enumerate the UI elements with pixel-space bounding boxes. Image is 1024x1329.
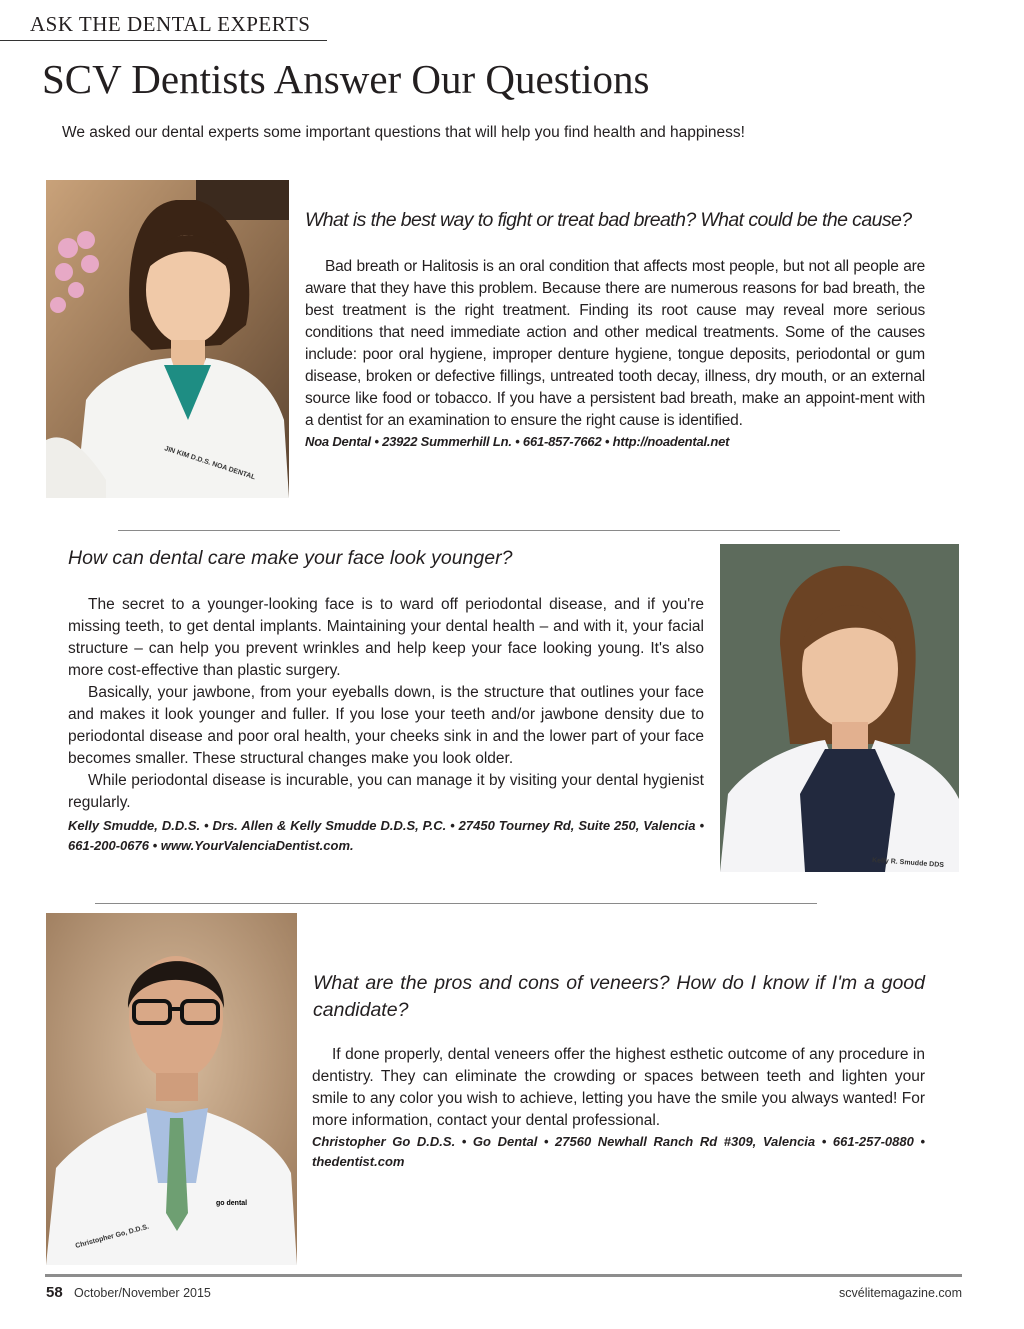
- coat-label: Christopher Go, D.D.S.: [74, 1223, 150, 1250]
- answer-2-paragraph: While periodontal disease is incurable, you can manage it by visiting your dental hygienist regularly.: [68, 772, 704, 811]
- answer-2-paragraph: The secret to a younger-looking face is to ward off periodontal disease, and if you're missing teeth, to get dental implants. Maintaining your dental health – and with it, your facial structure – can help you prevent wrinkles and help keep your face looking young. It's also more cost-effective than plastic surgery.: [68, 596, 704, 679]
- question-3: What are the pros and cons of veneers? How do I know if I'm a good candidate?: [313, 972, 925, 1021]
- logo-text: go dental: [216, 1200, 248, 1207]
- answer-2-paragraph: Basically, your jawbone, from your eyeballs down, is the structure that outlines your face and makes it look younger and fuller. If you lose your teeth and/or jawbone density due to periodontal disease and poor oral health, your cheeks sink in and the lower part of your face becomes smaller. These structural changes make you look older.: [68, 684, 704, 767]
- site-url: scvélitemagazine.com: [839, 1286, 962, 1300]
- question-2: How can dental care make your face look younger?: [68, 547, 513, 569]
- section-label: ASK THE DENTAL EXPERTS: [30, 12, 311, 36]
- dentist-photo-jin-kim: [46, 180, 289, 498]
- answer-1: [305, 256, 925, 452]
- section-divider: [118, 530, 840, 531]
- answer-1-paragraph: Bad breath or Halitosis is an oral condition that affects most people, but not all people are aware that they have this problem. Because there are numerous reasons for bad breath, the best treatment is the right treatment. Finding its root cause may reveal more serious conditions that need immediate action and other medical treatments. Some of the causes include: poor oral hygiene, improper denture hygiene, tongue deposits, periodontal or gum disease, broken or defective fillings, untreated tooth decay, illness, dry mouth, or an external source like food or tobacco. If you have a persistent bad breath, make an appoint-ment with a dentist for an examination to ensure the right cause is identified.: [305, 258, 925, 429]
- coat-label: Kelly R. Smudde DDS: [871, 857, 945, 870]
- answer-3-paragraph: If done properly, dental veneers offer the highest esthetic outcome of any procedure in dentistry. They can eliminate the crowding or spaces between teeth and lighten your smile to any color you wish to achieve, letting you have the smile you always wanted! For more information, contact your dental professional.: [312, 1046, 925, 1129]
- dentist-photo-christopher-go: [46, 913, 297, 1265]
- contact-3: Christopher Go D.D.S. • Go Dental • 27560 Newhall Ranch Rd #309, Valencia • 661-257-0880 • thedentist.com: [312, 1134, 925, 1169]
- answer-2: [68, 594, 704, 856]
- dentist-photo-kelly-smudde: [720, 544, 959, 872]
- intro-text: We asked our dental experts some important questions that will help you find health and happiness!: [62, 124, 745, 141]
- footer-rule: [45, 1274, 962, 1277]
- contact-1: Noa Dental • 23922 Summerhill Ln. • 661-857-7662 • http://noadental.net: [305, 434, 730, 449]
- question-1: What is the best way to fight or treat bad breath? What could be the cause?: [305, 209, 912, 231]
- section-divider: [95, 903, 817, 904]
- contact-2: Kelly Smudde, D.D.S. • Drs. Allen & Kelly Smudde D.D.S, P.C. • 27450 Tourney Rd, Suite 250, Valencia • 661-200-0676 • www.YourValenciaDentist.com.: [68, 818, 704, 853]
- page-number: 58: [46, 1284, 63, 1301]
- page-title: SCV Dentists Answer Our Questions: [42, 56, 650, 102]
- issue-date: October/November 2015: [74, 1286, 211, 1300]
- section-rule: [0, 40, 327, 41]
- coat-label: JIN KIM D.D.S. NOA DENTAL: [163, 445, 257, 482]
- answer-3: [312, 1044, 925, 1172]
